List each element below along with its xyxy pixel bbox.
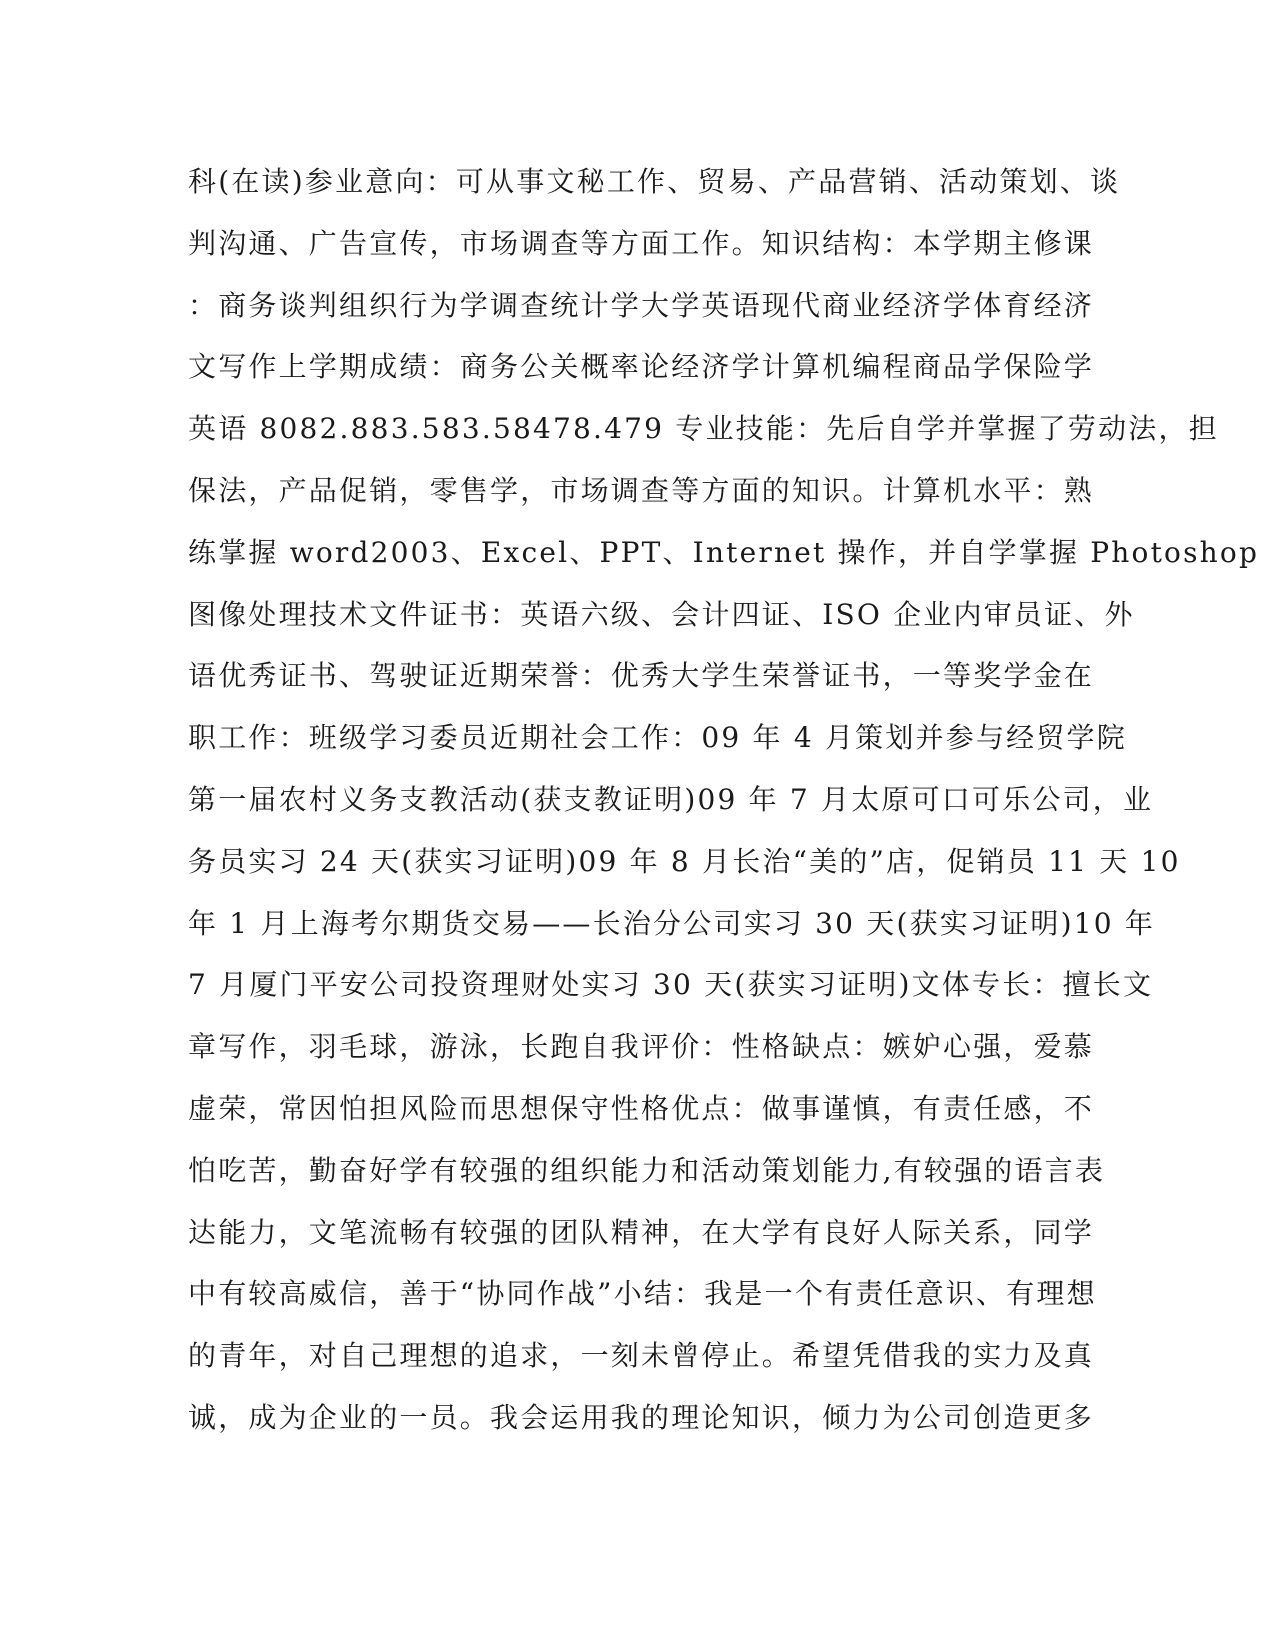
text-line: 务员实习 24 天(获实习证明)09 年 8 月长治“美的”店，促销员 11 天 10 xyxy=(188,844,1181,878)
text-line: 保法，产品促销，零售学，市场调查等方面的知识。计算机水平：熟 xyxy=(188,473,1095,507)
text-line: 中有较高威信，善于“协同作战”小结：我是一个有责任意识、有理想 xyxy=(188,1277,1097,1311)
text-line: 练掌握 word2003、Excel、PPT、Internet 操作，并自学掌握 Photoshop xyxy=(188,535,1260,569)
text-line: 章写作，羽毛球，游泳，长跑自我评价：性格缺点：嫉妒心强，爱慕 xyxy=(188,1030,1095,1064)
text-line: 判沟通、广告宣传，市场调查等方面工作。知识结构：本学期主修课 xyxy=(188,226,1095,260)
text-line: 达能力，文笔流畅有较强的团队精神，在大学有良好人际关系，同学 xyxy=(188,1215,1095,1249)
text-line: 科(在读)参业意向：可从事文秘工作、贸易、产品营销、活动策划、谈 xyxy=(188,165,1121,198)
text-line: 图像处理技术文件证书：英语六级、会计四证、ISO 企业内审员证、外 xyxy=(188,597,1135,631)
text-line: 年 1 月上海考尔期货交易——长治分公司实习 30 天(获实习证明)10 年 xyxy=(188,906,1156,940)
document-body xyxy=(188,162,1260,1460)
text-line: 的青年，对自己理想的追求，一刻未曾停止。希望凭借我的实力及真 xyxy=(188,1339,1095,1373)
text-line: 诚，成为企业的一员。我会运用我的理论知识，倾力为公司创造更多 xyxy=(188,1400,1095,1434)
text-line: 虚荣，常因怕担风险而思想保守性格优点：做事谨慎，有责任感，不 xyxy=(188,1091,1095,1125)
text-line: ：商务谈判组织行为学调查统计学大学英语现代商业经济学体育经济 xyxy=(188,288,1095,322)
text-line: 语优秀证书、驾驶证近期荣誉：优秀大学生荣誉证书，一等奖学金在 xyxy=(188,659,1095,693)
text-line: 英语 8082.883.583.58478.479 专业技能：先后自学并掌握了劳动法，担 xyxy=(188,412,1219,446)
text-line: 怕吃苦，勤奋好学有较强的组织能力和活动策划能力,有较强的语言表 xyxy=(188,1153,1106,1187)
text-line: 文写作上学期成绩：商务公关概率论经济学计算机编程商品学保险学 xyxy=(188,350,1095,384)
text-line: 第一届农村义务支教活动(获支教证明)09 年 7 月太原可口可乐公司，业 xyxy=(188,782,1154,816)
text-line: 职工作：班级学习委员近期社会工作：09 年 4 月策划并参与经贸学院 xyxy=(188,721,1127,755)
text-line: 7 月厦门平安公司投资理财处实习 30 天(获实习证明)文体专长：擅长文 xyxy=(188,968,1154,1002)
